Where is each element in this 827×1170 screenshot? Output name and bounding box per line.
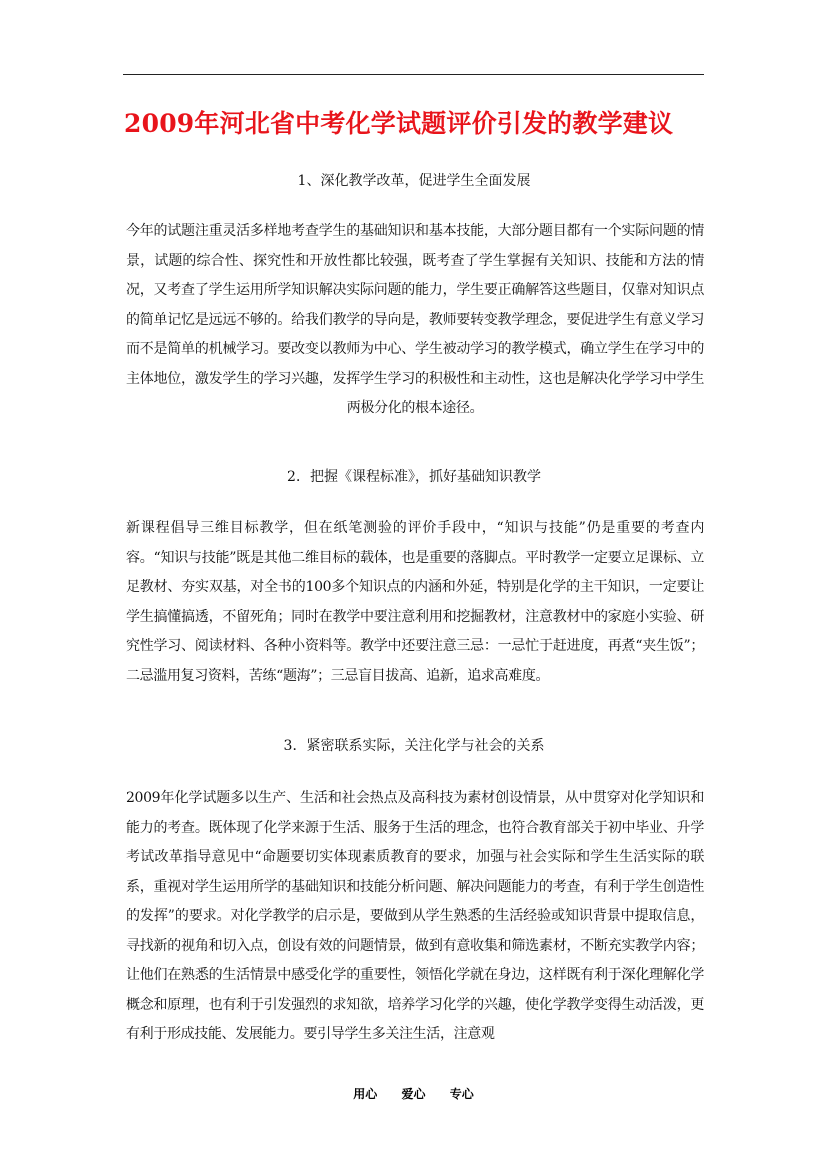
page-footer	[0, 1085, 827, 1103]
section-body-3: 2009年化学试题多以生产、生活和社会热点及高科技为素材创设情景，从中贯穿对化学知识和能力的考查。既体现了化学来源于生活、服务于生活的理念，也符合教育部关于初中毕业、升学考试改革指导意见中“命题要切实体现素质教育的要求，加强与社会实际和学生生活实际的联系，重视对学生运用所学的基础知识和技能分析问题、解决问题能力的考查，有利于学生创造性的发挥”的要求。对化学教学的启示是，要做到从学生熟悉的生活经验或知识背景中提取信息，寻找新的视角和切入点，创设有效的问题情景，做到有意收集和筛选素材，不断充实教学内容；让他们在熟悉的生活情景中感受化学的重要性，领悟化学就在身边，这样既有利于深化理解化学概念和原理，也有利于引发强烈的求知欲，培养学习化学的兴趣，使化学教学变得生动活泼，更有利于形成技能、发展能力。要引导学生多关注生活，注意观	[126, 790, 704, 1042]
section-heading-1: 1、深化教学改革，促进学生全面发展	[297, 173, 531, 189]
header-rule	[123, 74, 704, 75]
section-body-1: 今年的试题注重灵活多样地考查学生的基础知识和基本技能，大部分题目都有一个实际问题的情景，试题的综合性、探究性和开放性都比较强，既考查了学生掌握有关知识、技能和方法的情况，又考查了学生运用所学知识解决实际问题的能力，学生要正确解答这些题目，仅靠对知识点的简单记忆是远远不够的。给我们教学的导向是，教师要转变教学理念，要促进学生有意义学习而不是简单的机械学习。要改变以教师为中心、学生被动学习的教学模式，确立学生在学习中的主体地位，激发学生的学习兴趣，发挥学生学习的积极性和主动性，这也是解决化学学习中学生两极分化的根本途径。	[126, 223, 704, 416]
section-heading-3: 3．紧密联系实际，关注化学与社会的关系	[283, 738, 545, 754]
section-body-2: 新课程倡导三维目标教学，但在纸笔测验的评价手段中，“知识与技能”仍是重要的考查内容。“知识与技能”既是其他二维目标的载体，也是重要的落脚点。平时教学一定要立足课标、立足教材、夯实双基，对全书的100多个知识点的内涵和外延，特别是化学的主干知识，一定要让学生搞懂搞透，不留死角；同时在教学中要注意利用和挖掘教材，注意教材中的家庭小实验、研究性学习、阅读材料、各种小资料等。教学中还要注意三忌：一忌忙于赶进度，再煮“夹生饭”；二忌滥用复习资料，苦练“题海”；三忌盲目拔高、追新，追求高难度。	[126, 520, 704, 684]
footer-word-2: 爱心	[401, 1087, 426, 1101]
page-title: 2009年河北省中考化学试题评价引发的教学建议	[124, 109, 674, 138]
footer-word-1: 用心	[353, 1087, 378, 1101]
footer-word-3: 专心	[449, 1087, 474, 1101]
section-heading-2: 2．把握《课程标准》，抓好基础知识教学	[287, 469, 541, 485]
